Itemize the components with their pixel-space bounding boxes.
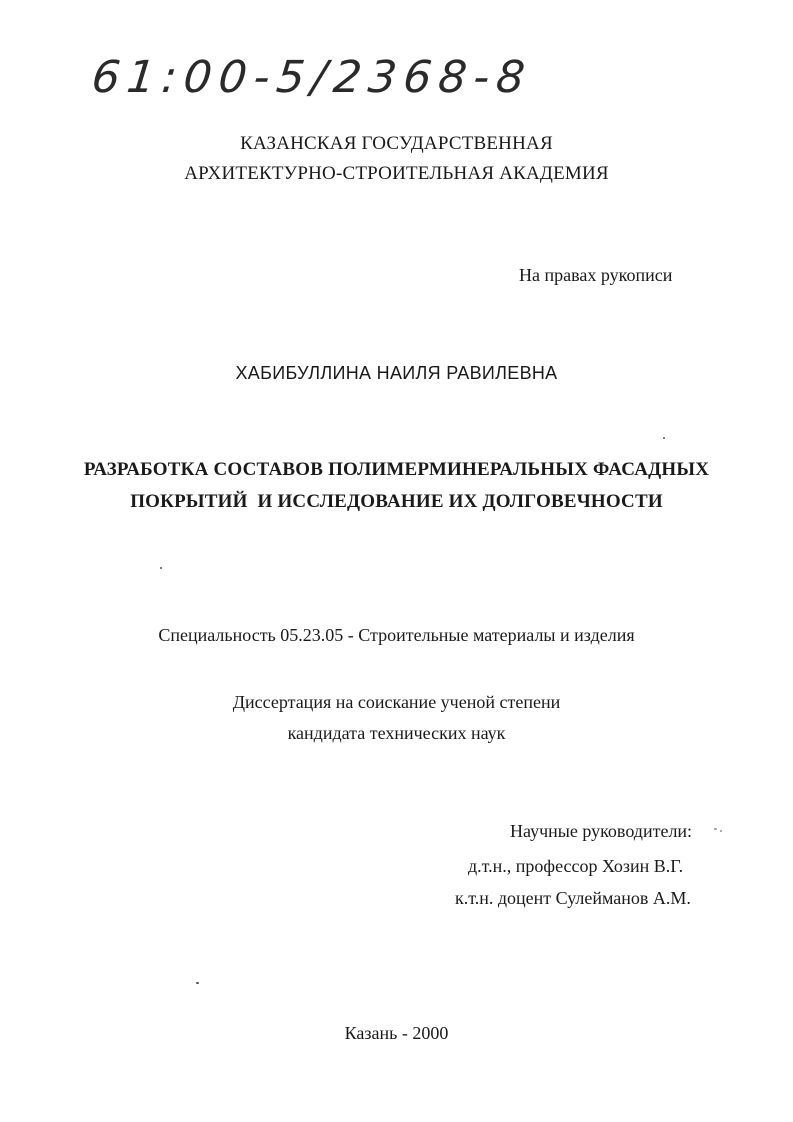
institution-line-2: АРХИТЕКТУРНО-СТРОИТЕЛЬНАЯ АКАДЕМИЯ [184,163,609,184]
handwritten-catalog-code: 61:00-5/2368-8 [89,52,535,103]
rights-note: На правах рукописи [519,265,673,285]
supervisors-heading: Научные руководители: [510,821,693,841]
degree-line-2: кандидата технических наук [287,723,506,743]
scan-speck [714,828,717,830]
scan-speck [720,830,722,832]
supervisor-2: к.т.н. доцент Сулейманов А.М. [455,888,691,908]
title-line-2: ПОКРЫТИЙ И ИССЛЕДОВАНИЕ ИХ ДОЛГОВЕЧНОСТИ [130,491,663,512]
place-year: Казань - 2000 [344,1023,449,1043]
scan-speck [160,567,162,569]
degree-line-1: Диссертация на соискание ученой степени [232,692,561,712]
author-name: ХАБИБУЛЛИНА НАИЛЯ РАВИЛЕВНА [235,363,558,383]
specialty: Специальность 05.23.05 - Строительные материалы и изделия [158,625,635,645]
title-line-1: РАЗРАБОТКА СОСТАВОВ ПОЛИМЕРМИНЕРАЛЬНЫХ ФАСАДНЫХ [83,459,710,480]
scan-speck [196,982,199,984]
supervisor-1: д.т.н., профессор Хозин В.Г. [468,856,684,876]
scan-speck [663,437,665,439]
institution-line-1: КАЗАНСКАЯ ГОСУДАРСТВЕННАЯ [240,133,553,154]
